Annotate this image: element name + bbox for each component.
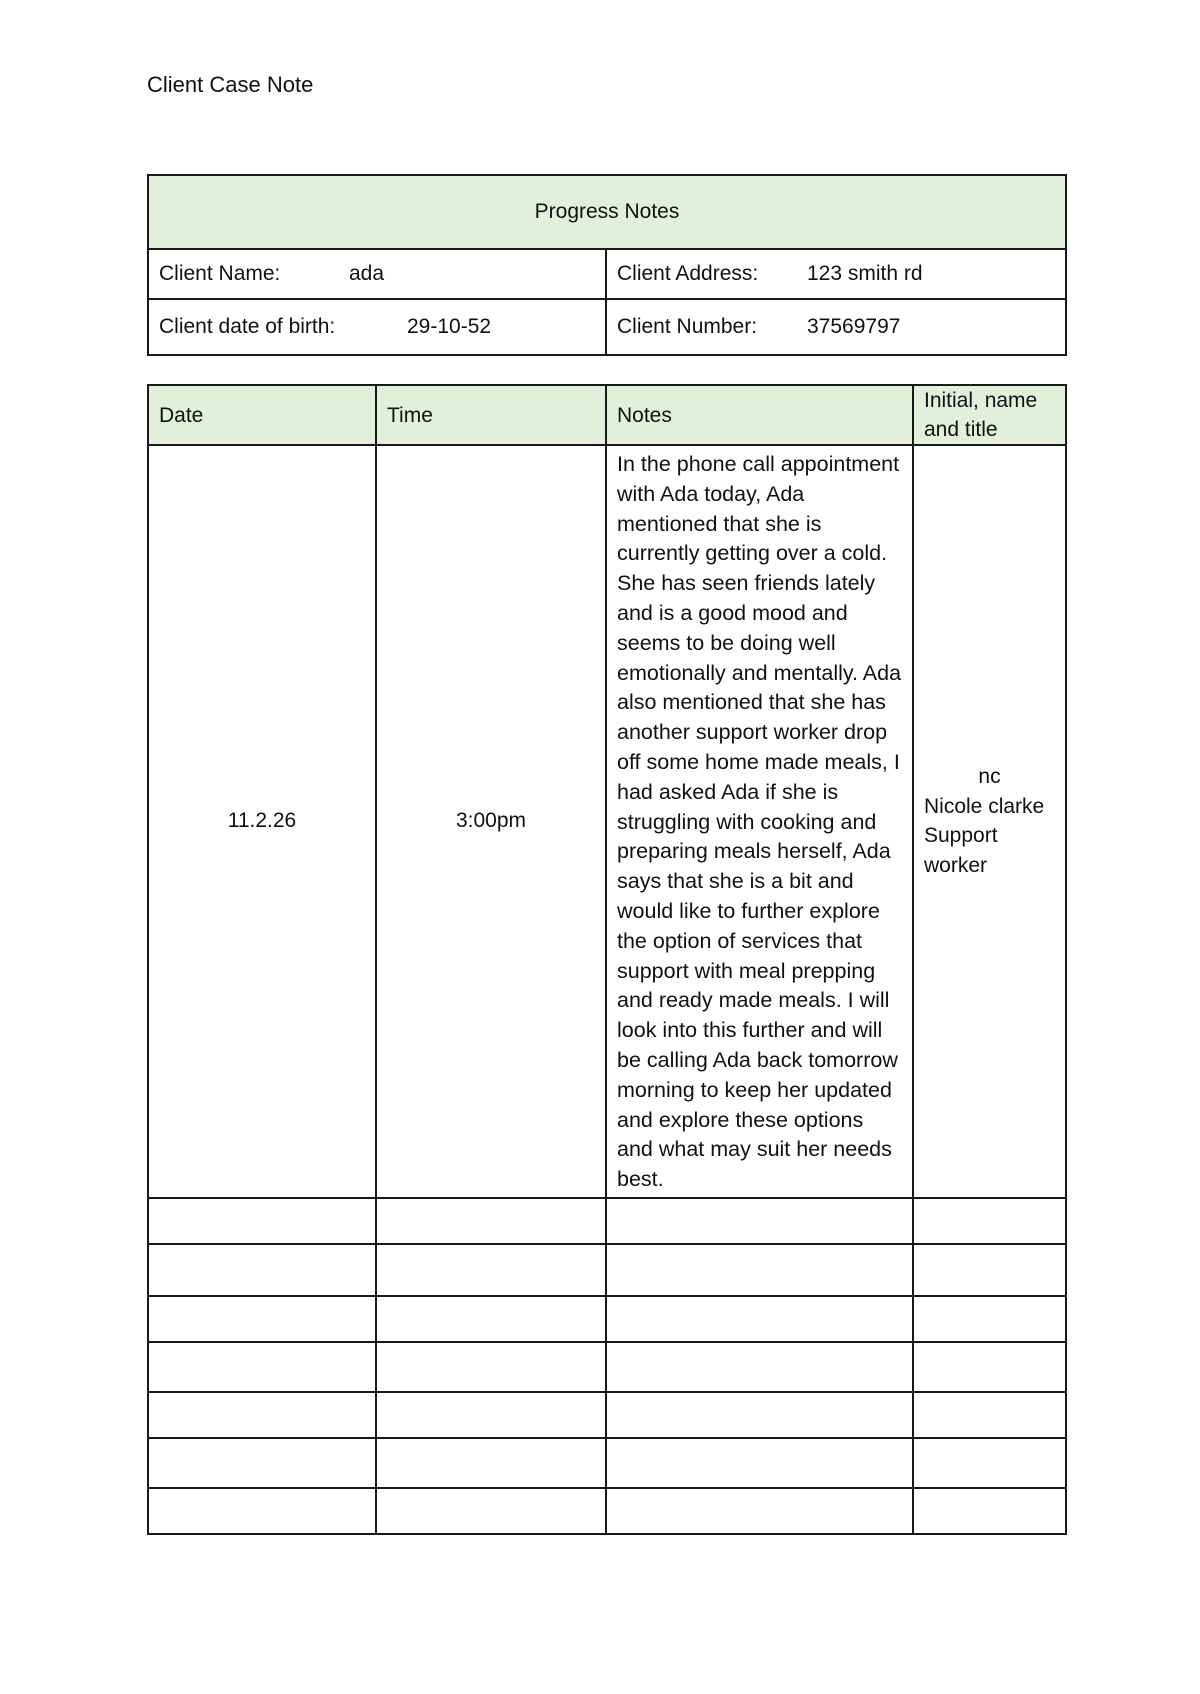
entry-notes: In the phone call appointment with Ada today, Ada mentioned that she is currently getting over a cold. She has seen friends lately and is a good mood and seems to be doing well emotionally and mentally. Ada also mentioned that she has another support worker drop off some home made meals, I had asked Ada if she is struggling with cooking and preparing meals herself, Ada says that she is a bit and would like to further explore the option of services that support with meal prepping and ready made meals. I will look into this further and will be calling Ada back tomorrow morning to keep her updated and explore these options and what may suit her needs best. <box>606 445 913 1198</box>
entry-initial: nc <box>978 764 1001 788</box>
client-name-value: ada <box>349 262 385 285</box>
empty-table-row <box>148 1488 1066 1534</box>
client-address-label: Client Address: <box>617 262 759 285</box>
client-info-table <box>147 174 1067 356</box>
empty-table-row <box>148 1244 1066 1296</box>
client-number-value: 37569797 <box>807 315 901 338</box>
column-header-time: Time <box>376 385 606 445</box>
client-address-value: 123 smith rd <box>807 262 923 285</box>
entry-name: Nicole clarke <box>924 794 1045 818</box>
progress-notes-table <box>147 384 1067 1535</box>
client-number-cell <box>606 299 1066 355</box>
empty-table-row <box>148 1438 1066 1488</box>
empty-table-row <box>148 1342 1066 1392</box>
client-address-cell <box>606 249 1066 299</box>
empty-table-row <box>148 1198 1066 1244</box>
client-dob-label: Client date of birth: <box>159 315 336 338</box>
table-row <box>148 445 1066 1198</box>
client-name-cell <box>148 249 606 299</box>
entry-date: 11.2.26 <box>148 445 376 1198</box>
progress-notes-heading: Progress Notes <box>148 175 1066 249</box>
column-header-date: Date <box>148 385 376 445</box>
empty-table-row <box>148 1392 1066 1438</box>
client-dob-cell <box>148 299 606 355</box>
client-number-label: Client Number: <box>617 315 758 338</box>
entry-signature <box>913 445 1066 1198</box>
entry-title: Support worker <box>924 824 998 878</box>
notes-header-row <box>148 385 1066 445</box>
column-header-signature: Initial, name and title <box>913 385 1066 445</box>
entry-time: 3:00pm <box>376 445 606 1198</box>
document-title: Client Case Note <box>147 72 314 97</box>
client-dob-value: 29-10-52 <box>407 315 492 338</box>
empty-table-row <box>148 1296 1066 1342</box>
client-name-label: Client Name: <box>159 262 281 285</box>
column-header-notes: Notes <box>606 385 913 445</box>
